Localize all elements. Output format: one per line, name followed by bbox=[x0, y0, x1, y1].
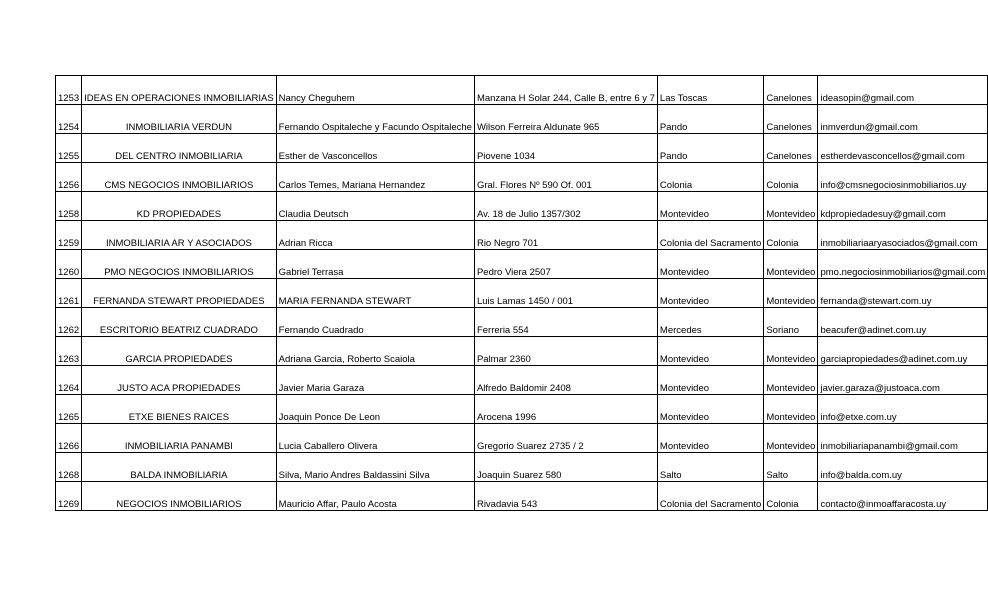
contact-person: Javier Maria Garaza bbox=[278, 382, 365, 394]
agency-name-cell bbox=[82, 366, 277, 395]
department-cell bbox=[764, 221, 818, 250]
department-cell bbox=[764, 105, 818, 134]
department: Canelones bbox=[766, 92, 812, 104]
contact-person: Fernando Ospitaleche y Facundo Ospitaleche bbox=[278, 121, 472, 133]
city-cell bbox=[657, 221, 763, 250]
city: Montevideo bbox=[659, 353, 710, 365]
department: Soriano bbox=[766, 324, 800, 336]
real-estate-agencies-table bbox=[55, 75, 988, 511]
agency-name: IDEAS EN OPERACIONES INMOBILIARIAS bbox=[84, 92, 274, 104]
agency-name-cell bbox=[82, 250, 277, 279]
record-id: 1254 bbox=[58, 121, 80, 133]
record-id: 1259 bbox=[58, 237, 80, 249]
record-id-cell bbox=[56, 192, 82, 221]
address: Luis Lamas 1450 / 001 bbox=[476, 295, 574, 307]
department: Montevideo bbox=[766, 266, 816, 278]
contact-person-cell bbox=[276, 163, 474, 192]
agency-name: ESCRITORIO BEATRIZ CUADRADO bbox=[99, 324, 258, 336]
record-id: 1260 bbox=[58, 266, 80, 278]
agency-name: BALDA INMOBILIARIA bbox=[130, 469, 228, 481]
record-id: 1262 bbox=[58, 324, 80, 336]
agency-name-cell bbox=[82, 453, 277, 482]
record-id: 1253 bbox=[58, 92, 80, 104]
address-cell bbox=[474, 76, 657, 105]
record-id-cell bbox=[56, 395, 82, 424]
agency-name: INMOBILIARIA PANAMBI bbox=[124, 440, 233, 452]
table-row bbox=[56, 250, 988, 279]
table-row bbox=[56, 279, 988, 308]
agency-name: NEGOCIOS INMOBILIARIOS bbox=[116, 498, 242, 510]
department-cell bbox=[764, 308, 818, 337]
contact-person: Lucia Caballero Olivera bbox=[278, 440, 378, 452]
email-cell bbox=[818, 250, 988, 279]
agency-name-cell bbox=[82, 192, 277, 221]
department-cell bbox=[764, 424, 818, 453]
department-cell bbox=[764, 192, 818, 221]
city-cell bbox=[657, 453, 763, 482]
address: Av. 18 de Julio 1357/302 bbox=[476, 208, 581, 220]
agency-name-cell bbox=[82, 221, 277, 250]
email: contacto@inmoaffaracosta.uy bbox=[820, 498, 947, 510]
table-row bbox=[56, 76, 988, 105]
city: Colonia del Sacramento bbox=[659, 498, 762, 510]
city-cell bbox=[657, 134, 763, 163]
email: inmverdun@gmail.com bbox=[820, 121, 918, 133]
address-cell bbox=[474, 308, 657, 337]
city: Montevideo bbox=[659, 440, 710, 452]
address: Rivadavia 543 bbox=[476, 498, 538, 510]
table-row bbox=[56, 453, 988, 482]
department: Montevideo bbox=[766, 295, 816, 307]
record-id: 1266 bbox=[58, 440, 80, 452]
contact-person: MARIA FERNANDA STEWART bbox=[278, 295, 412, 307]
contact-person-cell bbox=[276, 366, 474, 395]
city-cell bbox=[657, 250, 763, 279]
city: Montevideo bbox=[659, 382, 710, 394]
city: Montevideo bbox=[659, 295, 710, 307]
contact-person-cell bbox=[276, 76, 474, 105]
email-cell bbox=[818, 482, 988, 511]
city: Montevideo bbox=[659, 411, 710, 423]
department: Colonia bbox=[766, 498, 799, 510]
address-cell bbox=[474, 134, 657, 163]
city: Pando bbox=[659, 150, 688, 162]
department: Montevideo bbox=[766, 440, 816, 452]
record-id: 1265 bbox=[58, 411, 80, 423]
table-row bbox=[56, 308, 988, 337]
agency-name: DEL CENTRO INMOBILIARIA bbox=[115, 150, 243, 162]
table-body bbox=[56, 76, 988, 511]
contact-person-cell bbox=[276, 221, 474, 250]
agency-name: CMS NEGOCIOS INMOBILIARIOS bbox=[104, 179, 254, 191]
email-cell bbox=[818, 105, 988, 134]
department-cell bbox=[764, 395, 818, 424]
address: Rio Negro 701 bbox=[476, 237, 539, 249]
email: inmobiliariapanambi@gmail.com bbox=[820, 440, 958, 452]
address-cell bbox=[474, 163, 657, 192]
agency-name-cell bbox=[82, 308, 277, 337]
department-cell bbox=[764, 337, 818, 366]
department-cell bbox=[764, 134, 818, 163]
city-cell bbox=[657, 76, 763, 105]
address-cell bbox=[474, 424, 657, 453]
record-id: 1268 bbox=[58, 469, 80, 481]
contact-person-cell bbox=[276, 424, 474, 453]
department: Montevideo bbox=[766, 382, 816, 394]
address: Alfredo Baldomir 2408 bbox=[476, 382, 571, 394]
address-cell bbox=[474, 482, 657, 511]
record-id-cell bbox=[56, 250, 82, 279]
agency-name-cell bbox=[82, 482, 277, 511]
city-cell bbox=[657, 482, 763, 511]
record-id-cell bbox=[56, 279, 82, 308]
table-row bbox=[56, 395, 988, 424]
email: kdpropiedadesuy@gmail.com bbox=[820, 208, 946, 220]
agency-name-cell bbox=[82, 395, 277, 424]
contact-person-cell bbox=[276, 453, 474, 482]
agency-name-cell bbox=[82, 337, 277, 366]
record-id-cell bbox=[56, 482, 82, 511]
record-id-cell bbox=[56, 163, 82, 192]
email: fernanda@stewart.com.uy bbox=[820, 295, 932, 307]
email: inmobiliariaaryasociados@gmail.com bbox=[820, 237, 978, 249]
record-id-cell bbox=[56, 76, 82, 105]
address-cell bbox=[474, 105, 657, 134]
address-cell bbox=[474, 250, 657, 279]
record-id: 1269 bbox=[58, 498, 80, 510]
address: Gral. Flores Nº 590 Of. 001 bbox=[476, 179, 592, 191]
department: Colonia bbox=[766, 179, 799, 191]
contact-person-cell bbox=[276, 105, 474, 134]
contact-person-cell bbox=[276, 308, 474, 337]
contact-person: Gabriel Terrasa bbox=[278, 266, 344, 278]
address-cell bbox=[474, 221, 657, 250]
address: Gregorio Suarez 2735 / 2 bbox=[476, 440, 584, 452]
agency-name: INMOBILIARIA AR Y ASOCIADOS bbox=[105, 237, 252, 249]
record-id-cell bbox=[56, 337, 82, 366]
department-cell bbox=[764, 250, 818, 279]
department: Canelones bbox=[766, 121, 812, 133]
contact-person-cell bbox=[276, 192, 474, 221]
city-cell bbox=[657, 279, 763, 308]
city-cell bbox=[657, 308, 763, 337]
agency-name-cell bbox=[82, 76, 277, 105]
address-cell bbox=[474, 395, 657, 424]
table-row bbox=[56, 424, 988, 453]
department-cell bbox=[764, 279, 818, 308]
address: Palmar 2360 bbox=[476, 353, 531, 365]
email: beacufer@adinet.com.uy bbox=[820, 324, 927, 336]
record-id-cell bbox=[56, 308, 82, 337]
agency-name-cell bbox=[82, 134, 277, 163]
contact-person-cell bbox=[276, 337, 474, 366]
email: estherdevasconcellos@gmail.com bbox=[820, 150, 965, 162]
record-id-cell bbox=[56, 424, 82, 453]
record-id-cell bbox=[56, 221, 82, 250]
contact-person: Adrian Ricca bbox=[278, 237, 333, 249]
email: javier.garaza@justoaca.com bbox=[820, 382, 940, 394]
city: Montevideo bbox=[659, 208, 710, 220]
agency-name: FERNANDA STEWART PROPIEDADES bbox=[93, 295, 265, 307]
city-cell bbox=[657, 395, 763, 424]
agency-name-cell bbox=[82, 163, 277, 192]
contact-person: Mauricio Affar, Paulo Acosta bbox=[278, 498, 397, 510]
email: info@etxe.com.uy bbox=[820, 411, 897, 423]
record-id: 1256 bbox=[58, 179, 80, 191]
city-cell bbox=[657, 366, 763, 395]
record-id-cell bbox=[56, 453, 82, 482]
address: Ferreria 554 bbox=[476, 324, 529, 336]
agency-name-cell bbox=[82, 279, 277, 308]
agency-name: ETXE BIENES RAICES bbox=[128, 411, 230, 423]
table-row bbox=[56, 482, 988, 511]
address: Wilson Ferreira Aldunate 965 bbox=[476, 121, 600, 133]
contact-person-cell bbox=[276, 395, 474, 424]
record-id: 1258 bbox=[58, 208, 80, 220]
email-cell bbox=[818, 366, 988, 395]
address: Joaquin Suarez 580 bbox=[476, 469, 562, 481]
agency-name: GARCIA PROPIEDADES bbox=[125, 353, 233, 365]
record-id-cell bbox=[56, 366, 82, 395]
city: Colonia del Sacramento bbox=[659, 237, 762, 249]
city: Pando bbox=[659, 121, 688, 133]
address: Pedro Viera 2507 bbox=[476, 266, 551, 278]
department: Montevideo bbox=[766, 353, 816, 365]
email-cell bbox=[818, 453, 988, 482]
email-cell bbox=[818, 76, 988, 105]
email-cell bbox=[818, 192, 988, 221]
agency-name: PMO NEGOCIOS INMOBILIARIOS bbox=[104, 266, 254, 278]
record-id: 1264 bbox=[58, 382, 80, 394]
contact-person-cell bbox=[276, 250, 474, 279]
city: Salto bbox=[659, 469, 682, 481]
city-cell bbox=[657, 192, 763, 221]
email-cell bbox=[818, 134, 988, 163]
address-cell bbox=[474, 279, 657, 308]
email-cell bbox=[818, 337, 988, 366]
table-row bbox=[56, 337, 988, 366]
contact-person-cell bbox=[276, 279, 474, 308]
contact-person: Nancy Cheguhem bbox=[278, 92, 355, 104]
address-cell bbox=[474, 192, 657, 221]
email-cell bbox=[818, 221, 988, 250]
address: Manzana H Solar 244, Calle B, entre 6 y 7 bbox=[476, 92, 655, 104]
contact-person: Carlos Temes, Mariana Hernandez bbox=[278, 179, 426, 191]
contact-person: Joaquin Ponce De Leon bbox=[278, 411, 381, 423]
department-cell bbox=[764, 453, 818, 482]
city: Las Toscas bbox=[659, 92, 708, 104]
city: Colonia bbox=[659, 179, 693, 191]
record-id-cell bbox=[56, 134, 82, 163]
record-id: 1261 bbox=[58, 295, 80, 307]
email: ideasopin@gmail.com bbox=[820, 92, 915, 104]
address: Piovene 1034 bbox=[476, 150, 536, 162]
department-cell bbox=[764, 482, 818, 511]
email-cell bbox=[818, 424, 988, 453]
email: info@cmsnegociosinmobiliarios.uy bbox=[820, 179, 967, 191]
address-cell bbox=[474, 337, 657, 366]
address: Arocena 1996 bbox=[476, 411, 537, 423]
address-cell bbox=[474, 453, 657, 482]
address-cell bbox=[474, 366, 657, 395]
contact-person: Esther de Vasconcellos bbox=[278, 150, 378, 162]
department-cell bbox=[764, 163, 818, 192]
contact-person-cell bbox=[276, 134, 474, 163]
agency-name: JUSTO ACA PROPIEDADES bbox=[117, 382, 241, 394]
email: garciapropiedades@adinet.com.uy bbox=[820, 353, 968, 365]
contact-person: Claudia Deutsch bbox=[278, 208, 349, 220]
department-cell bbox=[764, 366, 818, 395]
department: Colonia bbox=[766, 237, 799, 249]
table-row bbox=[56, 192, 988, 221]
department: Montevideo bbox=[766, 208, 816, 220]
department-cell bbox=[764, 76, 818, 105]
email-cell bbox=[818, 395, 988, 424]
department: Salto bbox=[766, 469, 788, 481]
agency-name-cell bbox=[82, 105, 277, 134]
record-id-cell bbox=[56, 105, 82, 134]
contact-person: Fernando Cuadrado bbox=[278, 324, 364, 336]
table-row bbox=[56, 366, 988, 395]
city-cell bbox=[657, 337, 763, 366]
city-cell bbox=[657, 424, 763, 453]
city: Mercedes bbox=[659, 324, 702, 336]
department: Canelones bbox=[766, 150, 812, 162]
agency-name-cell bbox=[82, 424, 277, 453]
record-id: 1255 bbox=[58, 150, 80, 162]
email: info@balda.com.uy bbox=[820, 469, 902, 481]
table-row bbox=[56, 163, 988, 192]
contact-person: Adriana Garcia, Roberto Scaiola bbox=[278, 353, 415, 365]
table-row bbox=[56, 105, 988, 134]
agency-name: INMOBILIARIA VERDUN bbox=[125, 121, 232, 133]
email: pmo.negociosinmobiliarios@gmail.com bbox=[820, 266, 986, 278]
table-row bbox=[56, 221, 988, 250]
contact-person: Silva, Mario Andres Baldassini Silva bbox=[278, 469, 430, 481]
table-row bbox=[56, 134, 988, 163]
record-id: 1263 bbox=[58, 353, 80, 365]
email-cell bbox=[818, 308, 988, 337]
contact-person-cell bbox=[276, 482, 474, 511]
department: Montevideo bbox=[766, 411, 816, 423]
city-cell bbox=[657, 105, 763, 134]
agency-name: KD PROPIEDADES bbox=[136, 208, 222, 220]
city-cell bbox=[657, 163, 763, 192]
city: Montevideo bbox=[659, 266, 710, 278]
email-cell bbox=[818, 279, 988, 308]
email-cell bbox=[818, 163, 988, 192]
